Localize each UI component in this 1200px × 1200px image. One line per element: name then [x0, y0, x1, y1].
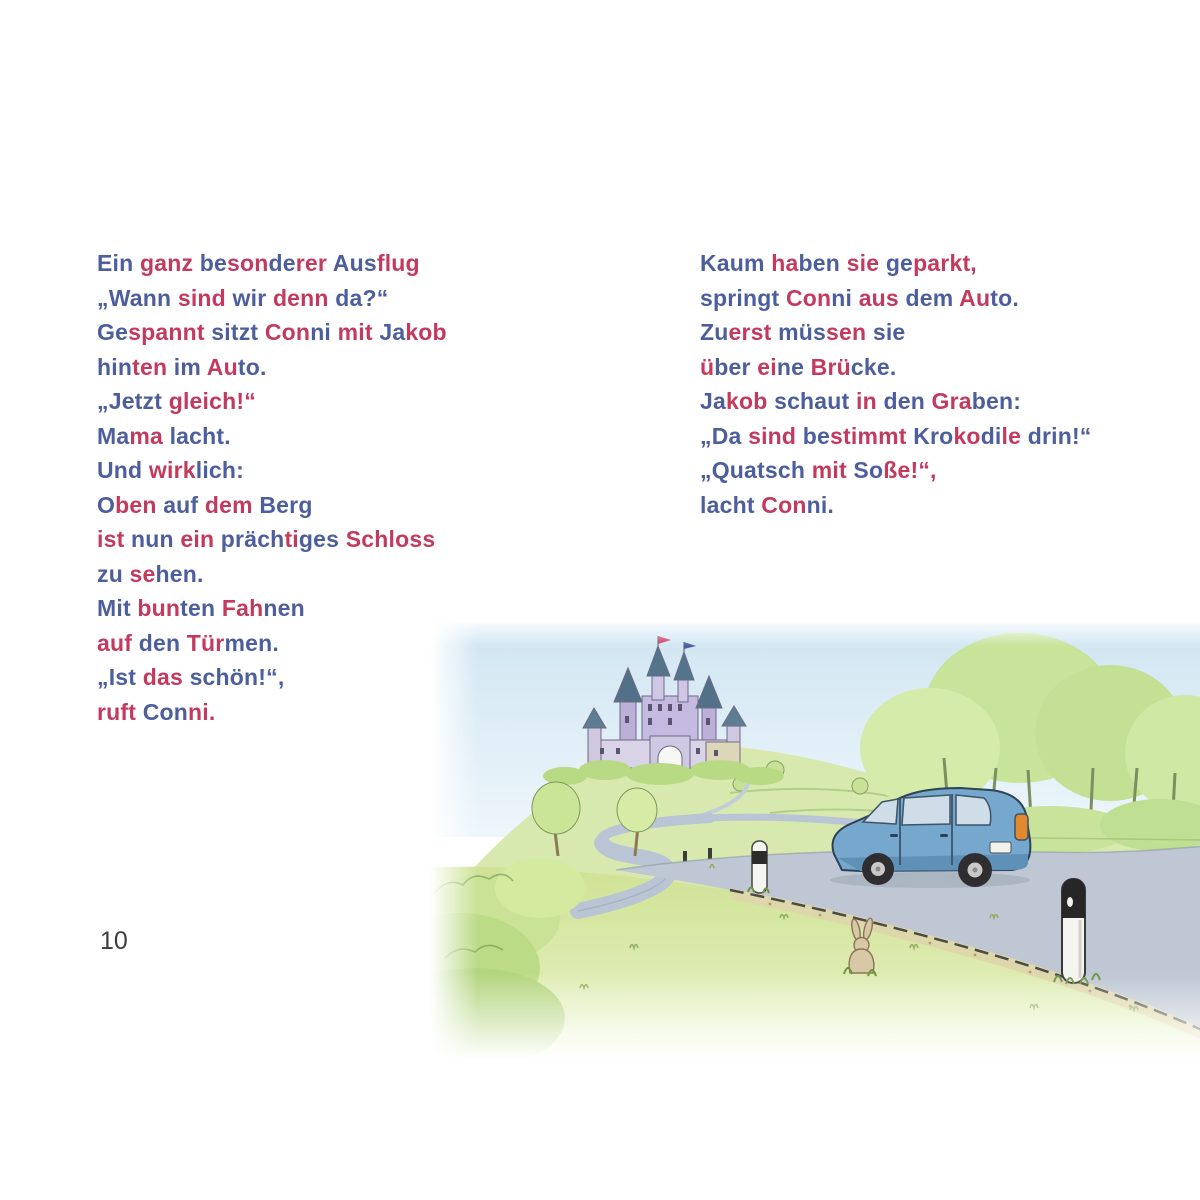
syllable: springt [700, 284, 786, 311]
syllable: nen [263, 595, 305, 621]
syllable: ruft [97, 698, 143, 725]
car-wheel [862, 853, 894, 885]
syllable: dem [905, 284, 960, 311]
syllable: aus [858, 284, 906, 311]
syllable: be [802, 422, 831, 449]
syllable: sie [872, 319, 906, 345]
syllable: ha [771, 250, 799, 276]
text-line [700, 453, 1092, 488]
car-shadow [830, 872, 1030, 888]
syllable: Ma [97, 422, 130, 449]
syllable: sen [826, 319, 873, 345]
syllable: ten [132, 353, 174, 380]
syllable: lacht [700, 491, 762, 518]
syllable: „Ist [97, 664, 143, 690]
syllable: parkt, [913, 250, 977, 276]
syllable: de [268, 250, 296, 276]
syllable: „Da [700, 422, 749, 449]
syllable: stimmt [830, 422, 914, 449]
syllable: Ja [700, 388, 726, 414]
syllable: Gra [931, 388, 972, 414]
syllable: da?“ [335, 284, 389, 311]
chapter-title [97, 246, 447, 281]
syllable: ko [953, 422, 981, 449]
text-line [700, 384, 1092, 419]
syllable: Fah [221, 595, 264, 621]
syllable: rer [295, 250, 333, 276]
text-line [97, 350, 447, 385]
syllable: zu [97, 560, 130, 587]
syllable: to. [990, 284, 1019, 311]
syllable: di [980, 422, 1002, 449]
syllable: ganz [139, 250, 200, 276]
syllable: se [129, 560, 156, 587]
syllable: Ja [379, 319, 406, 345]
car-door-handle [890, 834, 898, 837]
syllable: Con [761, 491, 807, 518]
syllable: O [97, 491, 116, 518]
syllable: Schloss [345, 526, 436, 552]
syllable: in [856, 388, 884, 414]
syllable: bun [137, 595, 181, 621]
syllable: schön!“, [189, 664, 285, 690]
syllable: ber [714, 353, 758, 380]
text-line [700, 419, 1092, 454]
syllable: hen. [155, 560, 204, 587]
text-line [97, 626, 447, 661]
syllable: Zu [700, 319, 729, 345]
syllable: So [853, 457, 884, 483]
text-line [97, 660, 447, 695]
syllable: den [883, 388, 932, 414]
syllable: ben: [971, 388, 1022, 414]
syllable: ße!“, [883, 457, 937, 483]
syllable: ist [97, 526, 132, 552]
syllable: „Wann [97, 284, 178, 311]
syllable: ten [180, 595, 222, 621]
syllable: lich: [195, 457, 245, 483]
page-number: 10 [100, 927, 128, 955]
syllable: sitzt [211, 319, 265, 345]
landscape-illustration [430, 618, 1200, 1060]
syllable: den [138, 629, 187, 656]
syllable: Con [785, 284, 832, 311]
syllable: ti [284, 526, 299, 552]
syllable: nun [131, 526, 181, 552]
car-side-window [902, 795, 950, 825]
syllable: wir [232, 284, 273, 311]
car-wheel [958, 853, 992, 887]
syllable: be [199, 250, 228, 276]
text-line [700, 315, 1092, 350]
syllable: müs [778, 319, 826, 345]
syllable: Aus [332, 250, 377, 276]
syllable: Mit [97, 595, 138, 621]
syllable: im [173, 353, 207, 380]
syllable: sie [846, 250, 886, 276]
syllable: wirk [148, 457, 196, 483]
left-fade [430, 618, 478, 1060]
text-line [97, 453, 447, 488]
syllable: dem [204, 491, 260, 518]
syllable: auf [163, 491, 205, 518]
car-tail-light [1015, 814, 1028, 840]
text-line [700, 281, 1092, 316]
castle-spire-tower [652, 674, 664, 700]
syllable: ni [831, 284, 859, 311]
text-line [97, 419, 447, 454]
syllable: Au [959, 284, 991, 311]
syllable: „Jetzt [97, 388, 169, 414]
syllable: mit [811, 457, 854, 483]
syllable: ma [129, 422, 170, 449]
left-text-column [97, 246, 447, 729]
syllable: kob [725, 388, 775, 414]
text-line [700, 488, 1092, 523]
syllable: denn [272, 284, 336, 311]
syllable: erst [728, 319, 779, 345]
syllable: sind [177, 284, 233, 311]
syllable: men. [224, 629, 279, 656]
text-line [97, 315, 447, 350]
castle-spire-tower [678, 678, 688, 702]
syllable: ei [757, 353, 777, 380]
syllable: le [1001, 422, 1028, 449]
syllable: schaut [774, 388, 857, 414]
left-text-lines [97, 281, 447, 730]
syllable: sind [748, 422, 803, 449]
right-text-column [700, 246, 1092, 522]
syllable: kob [405, 319, 447, 345]
syllable: Au [206, 353, 238, 380]
syllable: spannt [128, 319, 212, 345]
syllable: cke. [850, 353, 897, 380]
text-line [97, 281, 447, 316]
syllable: Con [142, 698, 189, 725]
syllable: ni. [188, 698, 216, 725]
syllable: das [142, 664, 190, 690]
syllable: ges [298, 526, 346, 552]
syllable: Berg [259, 491, 313, 518]
text-line [97, 695, 447, 730]
syllable: ben [798, 250, 847, 276]
syllable: Con [264, 319, 311, 345]
syllable: drin!“ [1027, 422, 1092, 449]
syllable: ne [776, 353, 811, 380]
syllable: mit [337, 319, 380, 345]
syllable: to. [237, 353, 267, 380]
text-line [97, 384, 447, 419]
syllable: Brü [810, 353, 851, 380]
syllable: ni [310, 319, 338, 345]
car-license-plate [990, 842, 1011, 853]
syllable: lacht. [169, 422, 231, 449]
syllable: Und [97, 457, 149, 483]
syllable: ge [885, 250, 914, 276]
syllable: Ein [97, 250, 140, 276]
syllable: präch [220, 526, 285, 552]
text-line [700, 246, 1092, 281]
car-rear-window [956, 795, 991, 825]
top-fade [430, 618, 1200, 646]
syllable: son [227, 250, 269, 276]
syllable: ni. [806, 491, 835, 518]
car-door-handle [940, 834, 948, 837]
syllable: ben [115, 491, 164, 518]
syllable: hin [97, 353, 133, 380]
illustration-svg [430, 618, 1200, 1060]
syllable: Tür [186, 629, 225, 656]
syllable: auf [97, 629, 139, 656]
text-line [700, 350, 1092, 385]
syllable: gleich!“ [168, 388, 256, 414]
syllable: „Quatsch [700, 457, 812, 483]
syllable: Ge [97, 319, 129, 345]
syllable: Kro [913, 422, 954, 449]
syllable: Kaum [700, 250, 772, 276]
syllable: ü [700, 353, 715, 380]
text-line [97, 557, 447, 592]
bottom-fade [430, 973, 1200, 1060]
text-line [97, 522, 447, 557]
text-line [97, 591, 447, 626]
text-line [97, 488, 447, 523]
syllable: flug [376, 250, 420, 276]
syllable: ein [180, 526, 221, 552]
right-text-lines [700, 246, 1092, 522]
